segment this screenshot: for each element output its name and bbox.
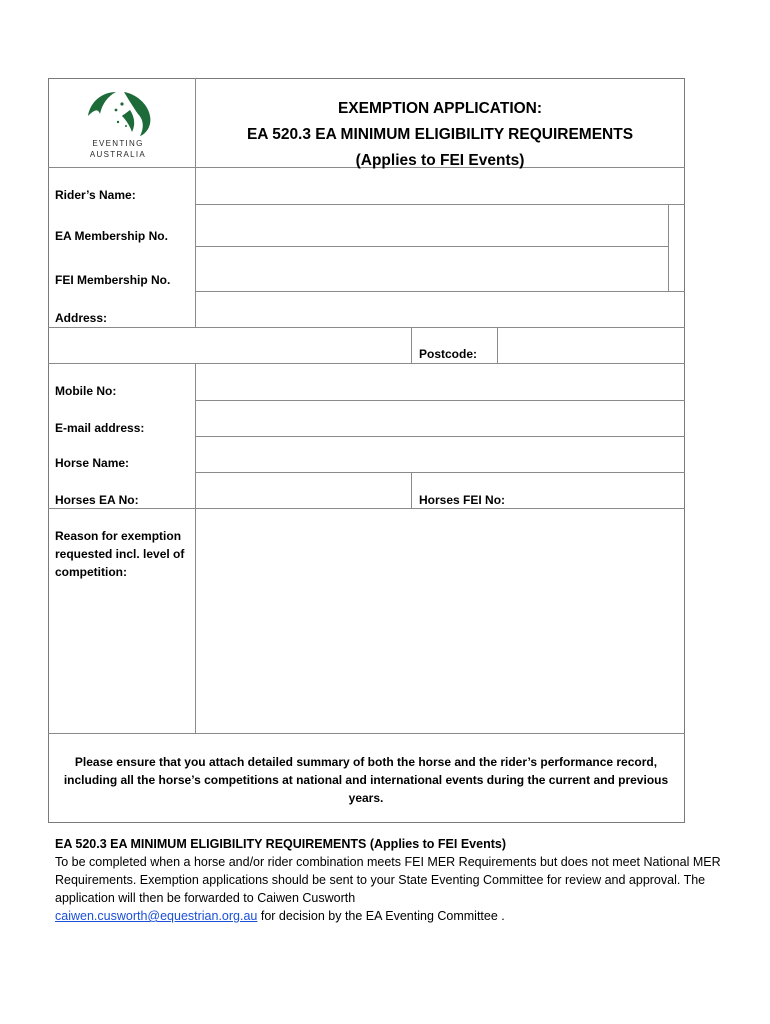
email-link[interactable]: caiwen.cusworth@equestrian.org.au [55, 909, 258, 923]
riders-name-field[interactable] [196, 168, 684, 204]
footer-title: EA 520.3 EA MINIMUM ELIGIBILITY REQUIREMENTS (Applies to FEI Events) [55, 837, 506, 851]
postcode-field[interactable] [498, 328, 684, 363]
footer-instructions [55, 835, 745, 925]
mobile-label: Mobile No: [55, 384, 117, 398]
address-label: Address: [55, 311, 108, 325]
title-line-1: EXEMPTION APPLICATION: [337, 100, 543, 117]
address-field[interactable] [196, 292, 684, 327]
riders-name-label: Rider’s Name: [55, 188, 136, 202]
footer-text: To be completed when a horse and/or rider combination meets FEI MER Requirements but does not meet National MER Requirements. Exemption applications should be sent to your State Eventing Committee for review and approval. The application will then be forwarded to Caiwen Cusworth [55, 855, 721, 905]
horses-ea-field[interactable] [196, 473, 411, 508]
address-line-2-field[interactable] [49, 328, 411, 363]
reason-field[interactable] [196, 509, 684, 733]
divider [668, 204, 669, 291]
attachment-notice: Please ensure that you attach detailed summary of both the horse and the rider’s performance record, including all the horse’s competitions at national and international events during the current and previous years. [63, 755, 669, 805]
divider [411, 327, 412, 363]
reason-label: Reason for exemption requested incl. level of competition: [55, 529, 185, 579]
horses-fei-label: Horses FEI No: [419, 493, 506, 507]
fei-membership-label: FEI Membership No. [55, 273, 171, 287]
footer-body [55, 853, 745, 925]
ea-membership-field[interactable] [196, 205, 667, 246]
horses-fei-field[interactable] [512, 473, 684, 508]
postcode-label: Postcode: [419, 347, 478, 361]
ea-membership-label: EA Membership No. [55, 229, 168, 243]
horses-ea-label: Horses EA No: [55, 493, 139, 507]
divider [411, 472, 412, 508]
mobile-field[interactable] [196, 364, 684, 400]
fei-membership-field[interactable] [196, 247, 667, 291]
horse-name-label: Horse Name: [55, 456, 130, 470]
title-line-2: EA 520.3 EA MINIMUM ELIGIBILITY REQUIREMENTS [246, 126, 634, 143]
divider [48, 733, 685, 734]
footer-text-end: for decision by the EA Eventing Committee . [260, 909, 505, 923]
email-field[interactable] [196, 401, 684, 436]
email-label: E-mail address: [55, 421, 145, 435]
form-title [195, 96, 685, 174]
title-line-3: (Applies to FEI Events) [355, 152, 525, 169]
horse-name-field[interactable] [196, 437, 684, 472]
logo-wordmark: EVENTING AUSTRALIA [89, 139, 147, 159]
